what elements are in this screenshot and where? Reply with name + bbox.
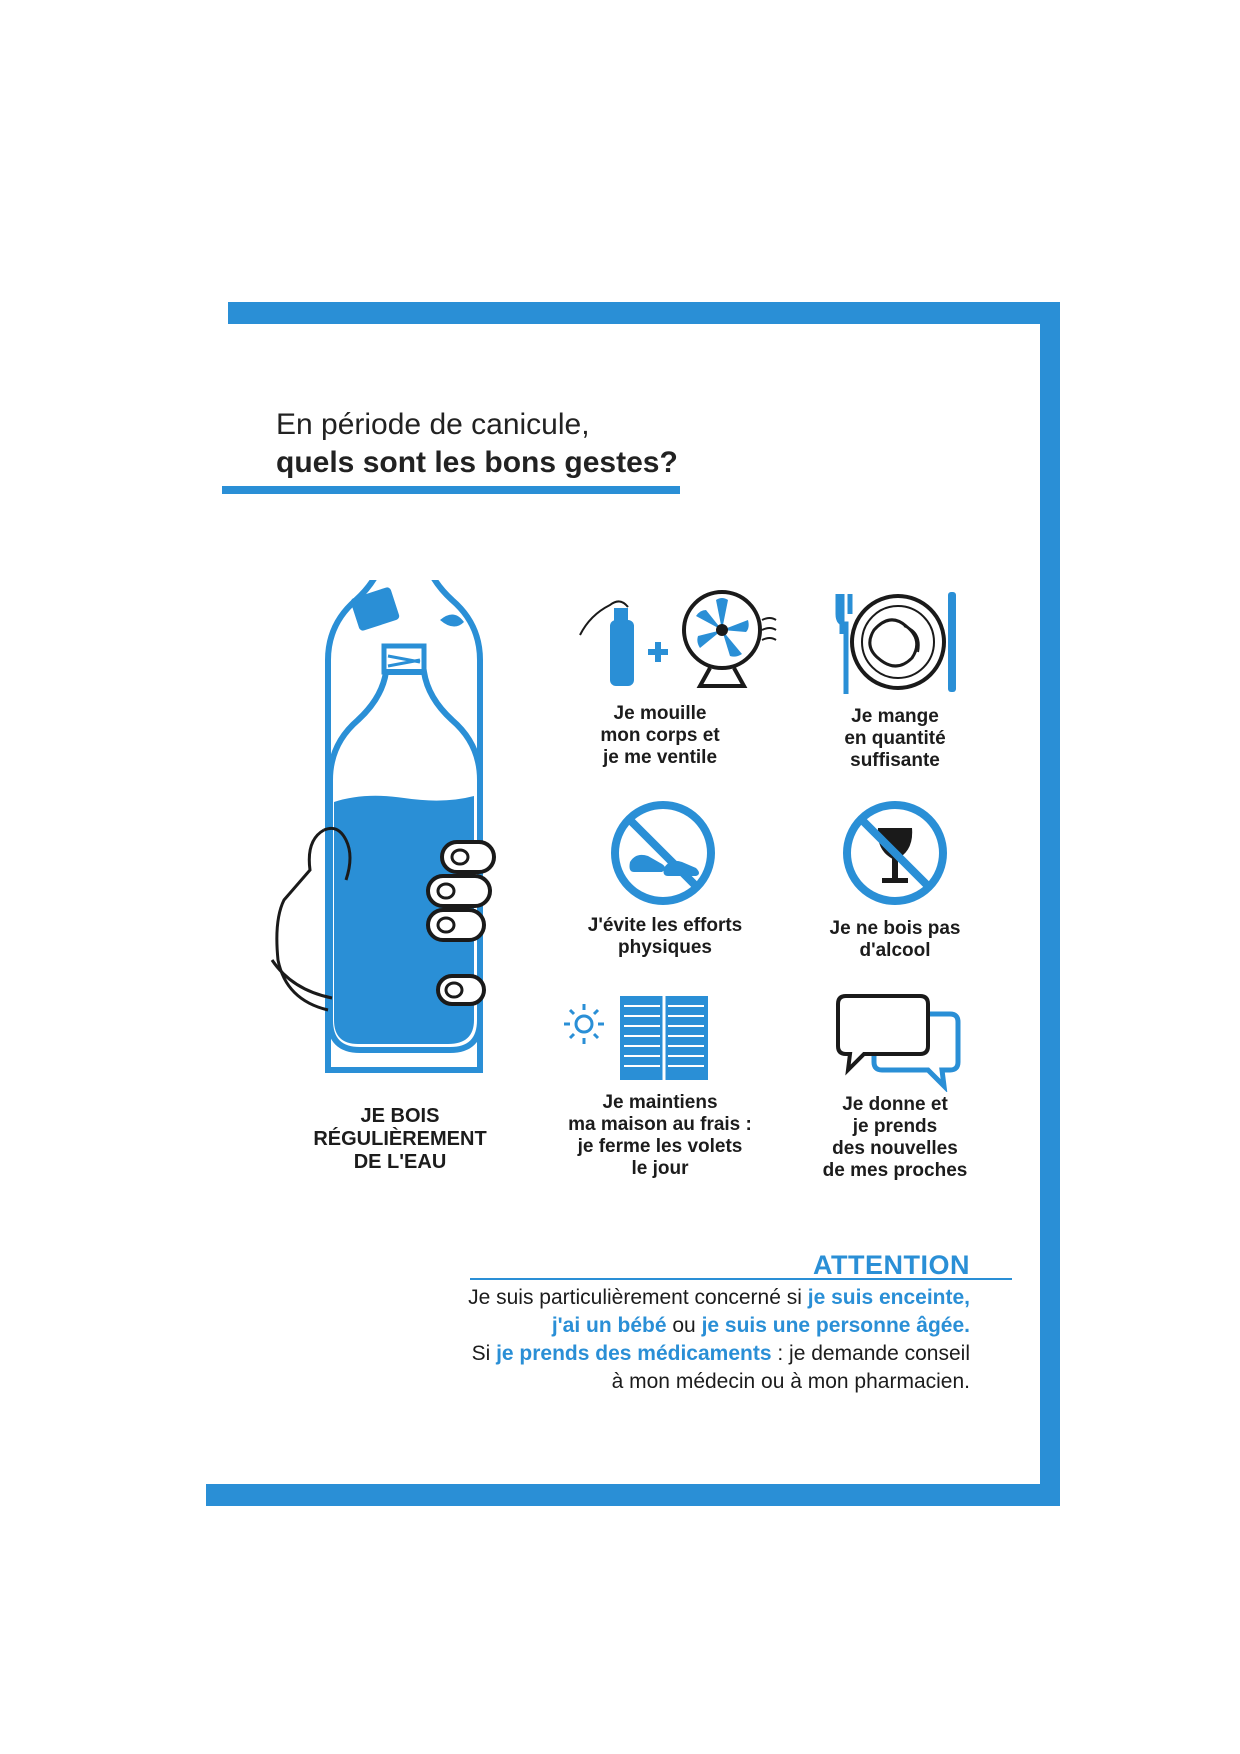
caption-line: Je mange — [851, 706, 939, 727]
caption-line: en quantité — [844, 728, 946, 749]
caption-avoid-physical-effort — [545, 915, 785, 959]
caption-line: des nouvelles — [832, 1138, 958, 1159]
attention-highlight: je suis une personne âgée. — [701, 1314, 970, 1337]
attention-title: ATTENTION — [813, 1250, 970, 1280]
caption-line: Je maintiens — [602, 1092, 718, 1113]
caption-line: ma maison au frais : — [568, 1114, 752, 1135]
right-border-bar — [1040, 302, 1060, 1506]
plate-and-cutlery-icon — [834, 590, 964, 695]
caption-line: mon corps et — [600, 725, 720, 746]
caption-line: J'évite les efforts — [587, 915, 743, 936]
caption-wet-and-ventilate — [555, 703, 765, 769]
caption-line: Je mouille — [613, 703, 707, 724]
caption-line: RÉGULIÈREMENT — [313, 1128, 487, 1150]
attention-text-part: Si — [471, 1342, 497, 1365]
attention-highlight: je suis enceinte, — [807, 1286, 970, 1309]
caption-line: physiques — [618, 937, 712, 958]
attention-text-part: : je demande conseil — [771, 1342, 970, 1365]
no-wine-glass-icon — [840, 798, 950, 908]
caption-line: JE BOIS — [360, 1105, 440, 1127]
attention-line-2 — [440, 1312, 970, 1340]
attention-highlight: je prends des médicaments — [496, 1342, 772, 1365]
speech-bubbles-icon — [832, 992, 962, 1092]
attention-line-4: à mon médecin ou à mon pharmacien. — [611, 1370, 970, 1393]
attention-text — [440, 1284, 970, 1396]
attention-text-part: ou — [666, 1314, 702, 1337]
caption-line: Je ne bois pas — [829, 918, 961, 939]
caption-line: DE L'EAU — [353, 1151, 447, 1173]
attention-highlight: j'ai un bébé — [551, 1314, 667, 1337]
caption-line: Je donne et — [842, 1094, 948, 1115]
caption-line: de mes proches — [822, 1160, 968, 1181]
water-bottle-icon — [262, 580, 522, 1080]
no-running-shoes-icon — [608, 798, 718, 908]
bottom-border-bar — [206, 1484, 1060, 1506]
caption-line: le jour — [631, 1158, 689, 1179]
attention-line-3 — [440, 1340, 970, 1368]
top-border-bar — [228, 302, 1060, 324]
title-underline — [222, 486, 680, 494]
caption-line: je ferme les volets — [577, 1136, 743, 1157]
page-title-line2: quels sont les bons gestes? — [276, 446, 678, 479]
caption-keep-house-cool — [540, 1092, 780, 1180]
sun-and-shutters-icon — [562, 994, 712, 1084]
caption-line: d'alcool — [859, 940, 931, 961]
attention-line-1 — [440, 1284, 970, 1312]
caption-no-alcohol — [795, 918, 995, 962]
spray-and-fan-icon — [570, 580, 780, 690]
page-title-line1: En période de canicule, — [276, 408, 590, 441]
caption-line: je me ventile — [602, 747, 718, 768]
caption-line: suffisante — [850, 750, 940, 771]
attention-text-part: Je suis particulièrement concerné si — [468, 1286, 808, 1309]
caption-keep-in-touch — [785, 1094, 1005, 1182]
caption-drink-water — [290, 1105, 510, 1174]
caption-eat-enough — [795, 706, 995, 772]
caption-line: je prends — [852, 1116, 938, 1137]
